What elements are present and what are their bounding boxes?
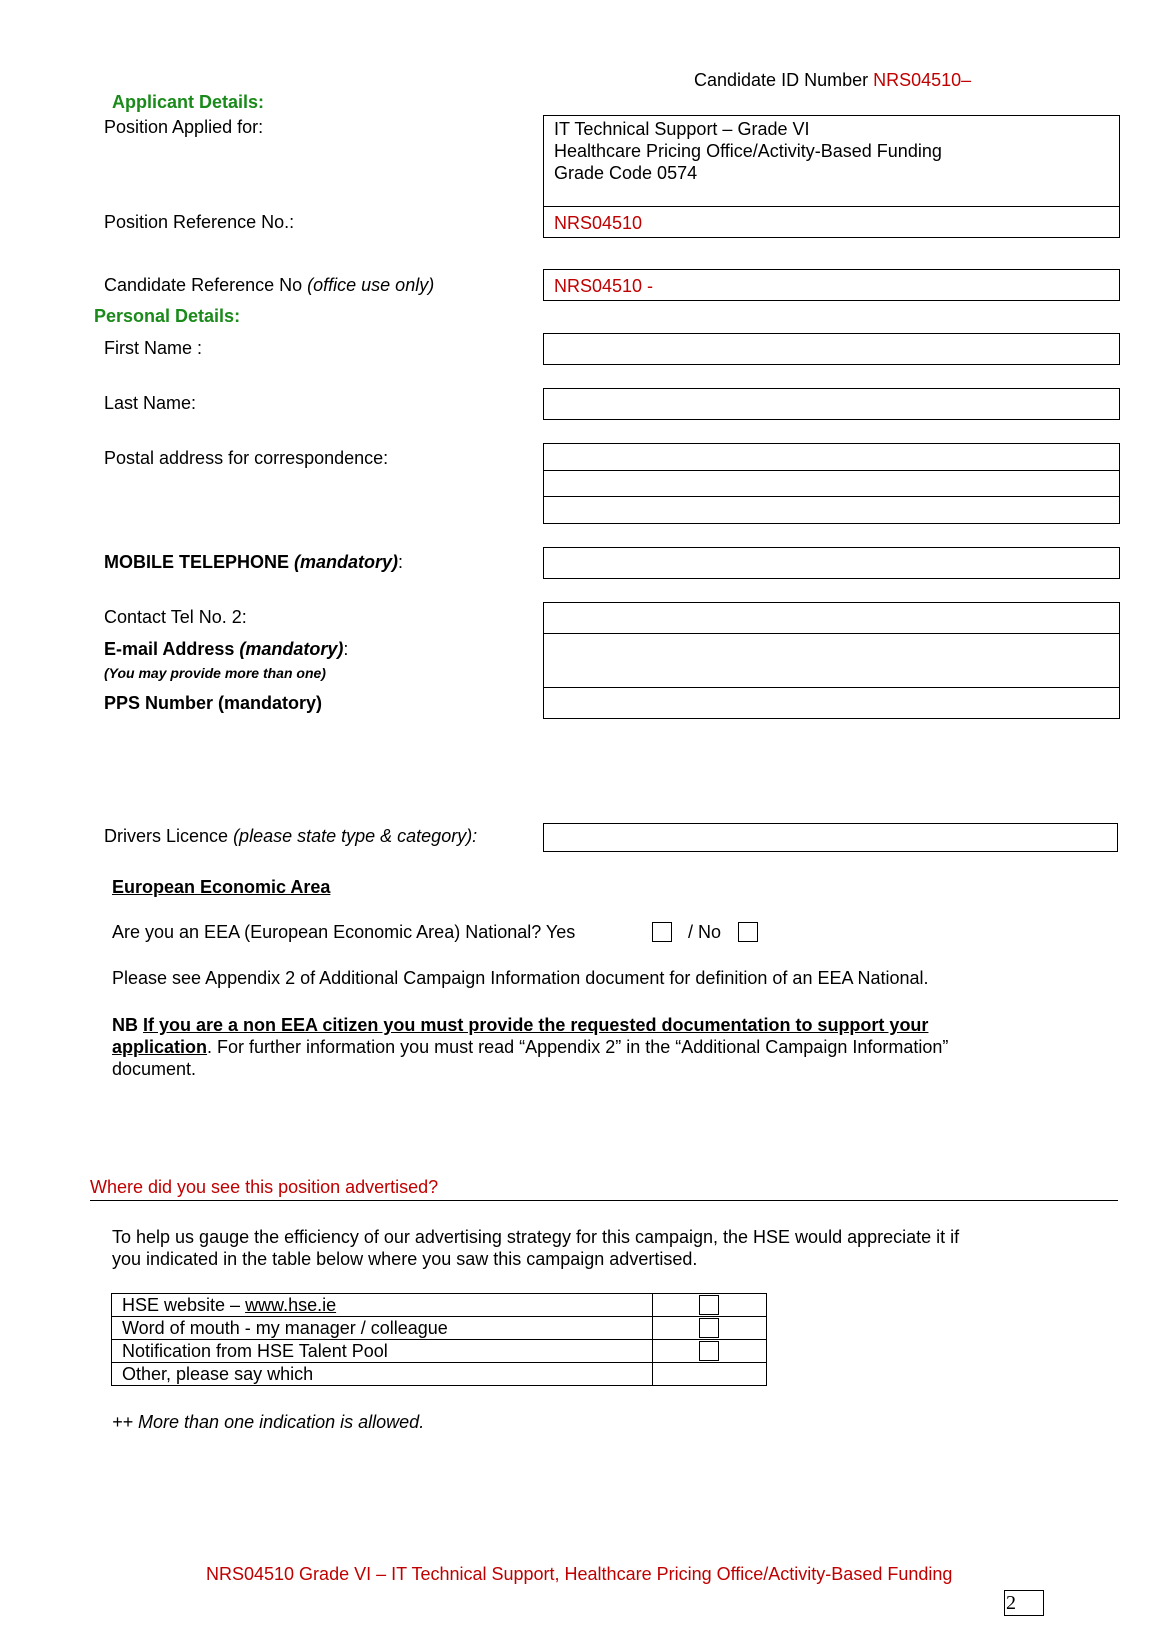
- candidate-ref-label-line: [104, 275, 434, 296]
- candidate-ref-label: Candidate Reference No: [104, 275, 303, 295]
- position-line-3: Grade Code 0574: [554, 163, 698, 183]
- advert-divider: [90, 1200, 1118, 1201]
- postal-address-line-1[interactable]: [543, 443, 1120, 471]
- position-applied-label: Position Applied for:: [104, 117, 264, 137]
- advert-intro: [112, 1226, 959, 1270]
- contact-tel-2-field[interactable]: [543, 602, 1120, 634]
- postal-address-line-2[interactable]: [543, 470, 1120, 497]
- email-sub-note: (You may provide more than one): [104, 665, 326, 681]
- first-name-field[interactable]: [543, 333, 1120, 365]
- eea-question: Are you an EEA (European Economic Area) National? Yes: [112, 922, 576, 942]
- pps-field[interactable]: [543, 687, 1120, 719]
- advert-row-check-cell: [653, 1340, 767, 1363]
- mobile-label-line: [104, 552, 403, 573]
- email-colon: :: [343, 639, 349, 659]
- personal-details-heading: Personal Details:: [94, 306, 241, 326]
- candidate-id-line: [694, 70, 971, 91]
- advert-footnote: ++ More than one indication is allowed.: [112, 1412, 425, 1432]
- position-line-2: Healthcare Pricing Office/Activity-Based Funding: [554, 141, 942, 161]
- first-name-label: First Name :: [104, 338, 203, 358]
- postal-address-label: Postal address for correspondence:: [104, 448, 389, 468]
- advert-row-label: Notification from HSE Talent Pool: [112, 1340, 653, 1363]
- applicant-details-heading: Applicant Details:: [112, 92, 265, 112]
- page-number: 2: [1004, 1590, 1044, 1616]
- nb-underlined-1: If you are a non EEA citizen you must provide the requested documentation to support your: [143, 1015, 929, 1035]
- mobile-label: MOBILE TELEPHONE: [104, 552, 290, 572]
- advert-row-label: Other, please say which: [112, 1363, 653, 1386]
- drivers-licence-note: (please state type & category):: [233, 826, 478, 846]
- candidate-ref-box: [543, 269, 1120, 301]
- eea-nb-paragraph: [112, 1014, 1072, 1080]
- hse-website-checkbox[interactable]: [699, 1295, 719, 1315]
- advert-row-check-cell: [653, 1294, 767, 1317]
- drivers-licence-field[interactable]: [543, 823, 1118, 852]
- table-row: [112, 1340, 767, 1363]
- last-name-field[interactable]: [543, 388, 1120, 420]
- table-row: [112, 1317, 767, 1340]
- email-label-line: [104, 639, 348, 660]
- position-ref-value: NRS04510: [554, 213, 643, 233]
- position-applied-box: [543, 115, 1120, 207]
- advert-intro-line-1: To help us gauge the efficiency of our advertising strategy for this campaign, the HSE would appreciate it if: [112, 1227, 960, 1247]
- eea-see-note: Please see Appendix 2 of Additional Campaign Information document for definition of an EEA National.: [112, 968, 929, 988]
- nb-rest: . For further information you must read “Appendix 2” in the “Additional Campaign Information”: [207, 1037, 949, 1057]
- position-ref-box: [543, 206, 1120, 238]
- footer-text: NRS04510 Grade VI – IT Technical Support, Healthcare Pricing Office/Activity-Based Funding: [206, 1564, 953, 1584]
- table-row: [112, 1363, 767, 1386]
- drivers-licence-label-line: [104, 826, 477, 847]
- mobile-field[interactable]: [543, 547, 1120, 579]
- advert-row-check-cell: [653, 1317, 767, 1340]
- eea-yes-checkbox[interactable]: [652, 922, 672, 942]
- table-row: [112, 1294, 767, 1317]
- last-name-label: Last Name:: [104, 393, 197, 413]
- eea-heading: European Economic Area: [112, 877, 331, 897]
- mobile-note: (mandatory): [294, 552, 399, 572]
- nb-rest-2: document.: [112, 1059, 197, 1079]
- other-specify-cell[interactable]: [653, 1363, 767, 1386]
- candidate-id-value: NRS04510–: [873, 70, 972, 90]
- pps-label: PPS Number (mandatory): [104, 693, 323, 713]
- email-label: E-mail Address: [104, 639, 235, 659]
- candidate-ref-value: NRS04510 -: [554, 276, 654, 296]
- email-field[interactable]: [543, 633, 1120, 688]
- advert-heading: Where did you see this position advertised?: [90, 1177, 439, 1197]
- email-note: (mandatory): [239, 639, 344, 659]
- eea-no-label: / No: [688, 922, 722, 942]
- eea-no-checkbox[interactable]: [738, 922, 758, 942]
- postal-address-line-3[interactable]: [543, 496, 1120, 524]
- nb-underlined-2: application: [112, 1037, 208, 1057]
- nb-prefix: NB: [112, 1015, 138, 1035]
- contact-tel-2-label: Contact Tel No. 2:: [104, 607, 247, 627]
- advert-row-label: HSE website – www.hse.ie: [112, 1294, 653, 1317]
- advert-table: [111, 1293, 767, 1386]
- mobile-colon: :: [398, 552, 404, 572]
- position-ref-label: Position Reference No.:: [104, 212, 295, 232]
- word-of-mouth-checkbox[interactable]: [699, 1318, 719, 1338]
- candidate-ref-note: (office use only): [307, 275, 435, 295]
- drivers-licence-label: Drivers Licence: [104, 826, 229, 846]
- hse-website-link[interactable]: www.hse.ie: [245, 1295, 337, 1315]
- advert-row-label: Word of mouth - my manager / colleague: [112, 1317, 653, 1340]
- candidate-id-label: Candidate ID Number: [694, 70, 869, 90]
- talent-pool-checkbox[interactable]: [699, 1341, 719, 1361]
- advert-intro-line-2: you indicated in the table below where you saw this campaign advertised.: [112, 1249, 698, 1269]
- position-line-1: IT Technical Support – Grade VI: [554, 119, 810, 139]
